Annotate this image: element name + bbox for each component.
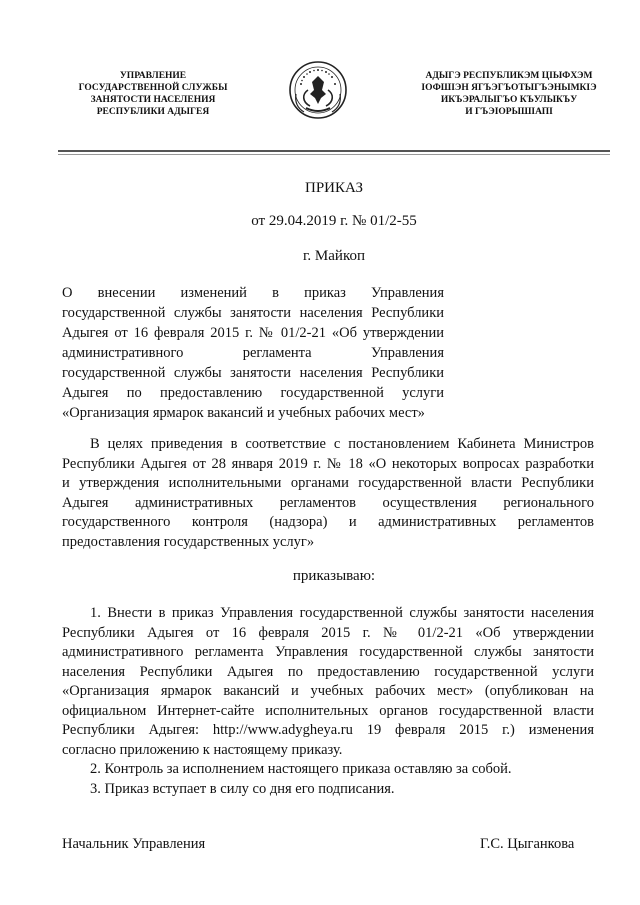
subject-line: «Организация ярмарок вакансий и учебных рабочих мест» <box>62 405 425 421</box>
coat-of-arms-adygea-icon <box>288 60 348 120</box>
item1-line: официальном Интернет-сайте исполнительных органов государственной власти <box>62 702 594 719</box>
subject-line: административного регламента Управления <box>62 345 444 361</box>
subject-line: государственной службы занятости населения Республики <box>62 365 444 381</box>
order-item-2 <box>62 760 594 780</box>
preamble-line: Адыгея административных регламентов осуществления регионального <box>62 494 594 511</box>
document-subject <box>62 283 444 423</box>
item1-line: Республики Адыгея от 16 февраля 2015 г. № 01/2-21 «Об утверждении <box>62 624 594 641</box>
order-item-3 <box>62 780 594 800</box>
preamble-line: предоставления государственных услуг» <box>62 533 315 550</box>
item1-line: населения Республики Адыгея по предоставлению государственной услуги <box>62 663 594 680</box>
header-left-line: РЕСПУБЛИКИ АДЫГЕЯ <box>96 107 210 117</box>
subject-line: государственной службы занятости населения Республики <box>62 305 444 321</box>
item3-line: 3. Приказ вступает в силу со дня его подписания. <box>90 781 395 797</box>
item1-line: согласно приложению к настоящему приказу. <box>62 741 343 758</box>
item1-line: «Организация ярмарок вакансий и учебных рабочих мест» (опубликован на <box>62 683 594 699</box>
subject-line: Адыгея по предоставлению государственной услуги <box>62 385 444 401</box>
signatory-name: Г.С. Цыганкова <box>480 836 575 852</box>
item2-line: 2. Контроль за исполнением настоящего приказа оставляю за собой. <box>90 761 512 777</box>
item1-line: административного регламента Управления государственной службы занятости <box>62 644 594 660</box>
header-left-line: ЗАНЯТОСТИ НАСЕЛЕНИЯ <box>90 95 216 105</box>
header-right-line: И ГЪЭІОРЫШІАПІ <box>465 107 553 117</box>
subject-line: Адыгея от 16 февраля 2015 г. № 01/2-21 «Об утверждении <box>62 325 444 341</box>
item1-line: Республики Адыгея: http://www.adygheya.ru 19 февраля 2015 г.) изменения <box>62 722 594 738</box>
signatory-position: Начальник Управления <box>62 836 206 852</box>
header-divider <box>58 150 610 152</box>
preamble-line: и утверждения исполнительными органами государственной власти Республики <box>62 475 594 491</box>
preamble-line: Республики Адыгея от 28 января 2019 г. № 18 «О некоторых вопросах разработки <box>62 455 594 472</box>
header-right-org-name <box>398 70 620 118</box>
header-left-line: ГОСУДАРСТВЕННОЙ СЛУЖБЫ <box>78 83 228 93</box>
item1-line: 1. Внести в приказ Управления государственной службы занятости населения <box>90 605 594 621</box>
preamble-line: государственного контроля (надзора) и административных регламентов <box>62 514 594 530</box>
preamble-line: В целях приведения в соответствие с постановлением Кабинета Министров <box>90 436 594 452</box>
header-right-line: ИКЪЭРАЛЫГЪО КЪУЛЫКЪУ <box>440 95 578 105</box>
header-right-line: АДЫГЭ РЕСПУБЛИКЭМ ЦІЫФХЭМ <box>425 71 593 81</box>
order-word: приказываю: <box>292 568 376 584</box>
document-title: ПРИКАЗ <box>305 180 363 196</box>
header-divider-thin <box>58 154 610 155</box>
order-item-1 <box>62 604 594 760</box>
header-right-line: ІОФШІЭН ЯГЪЭГЪОТЫГЪЭНЫМКІЭ <box>421 83 597 93</box>
document-date-number: от 29.04.2019 г. № 01/2-55 <box>251 213 417 229</box>
header-left-org-name <box>60 70 246 118</box>
header-left-line: УПРАВЛЕНИЕ <box>119 71 187 81</box>
preamble-paragraph <box>62 435 594 552</box>
subject-line: О внесении изменений в приказ Управления <box>62 285 444 301</box>
document-city: г. Майкоп <box>302 248 366 264</box>
